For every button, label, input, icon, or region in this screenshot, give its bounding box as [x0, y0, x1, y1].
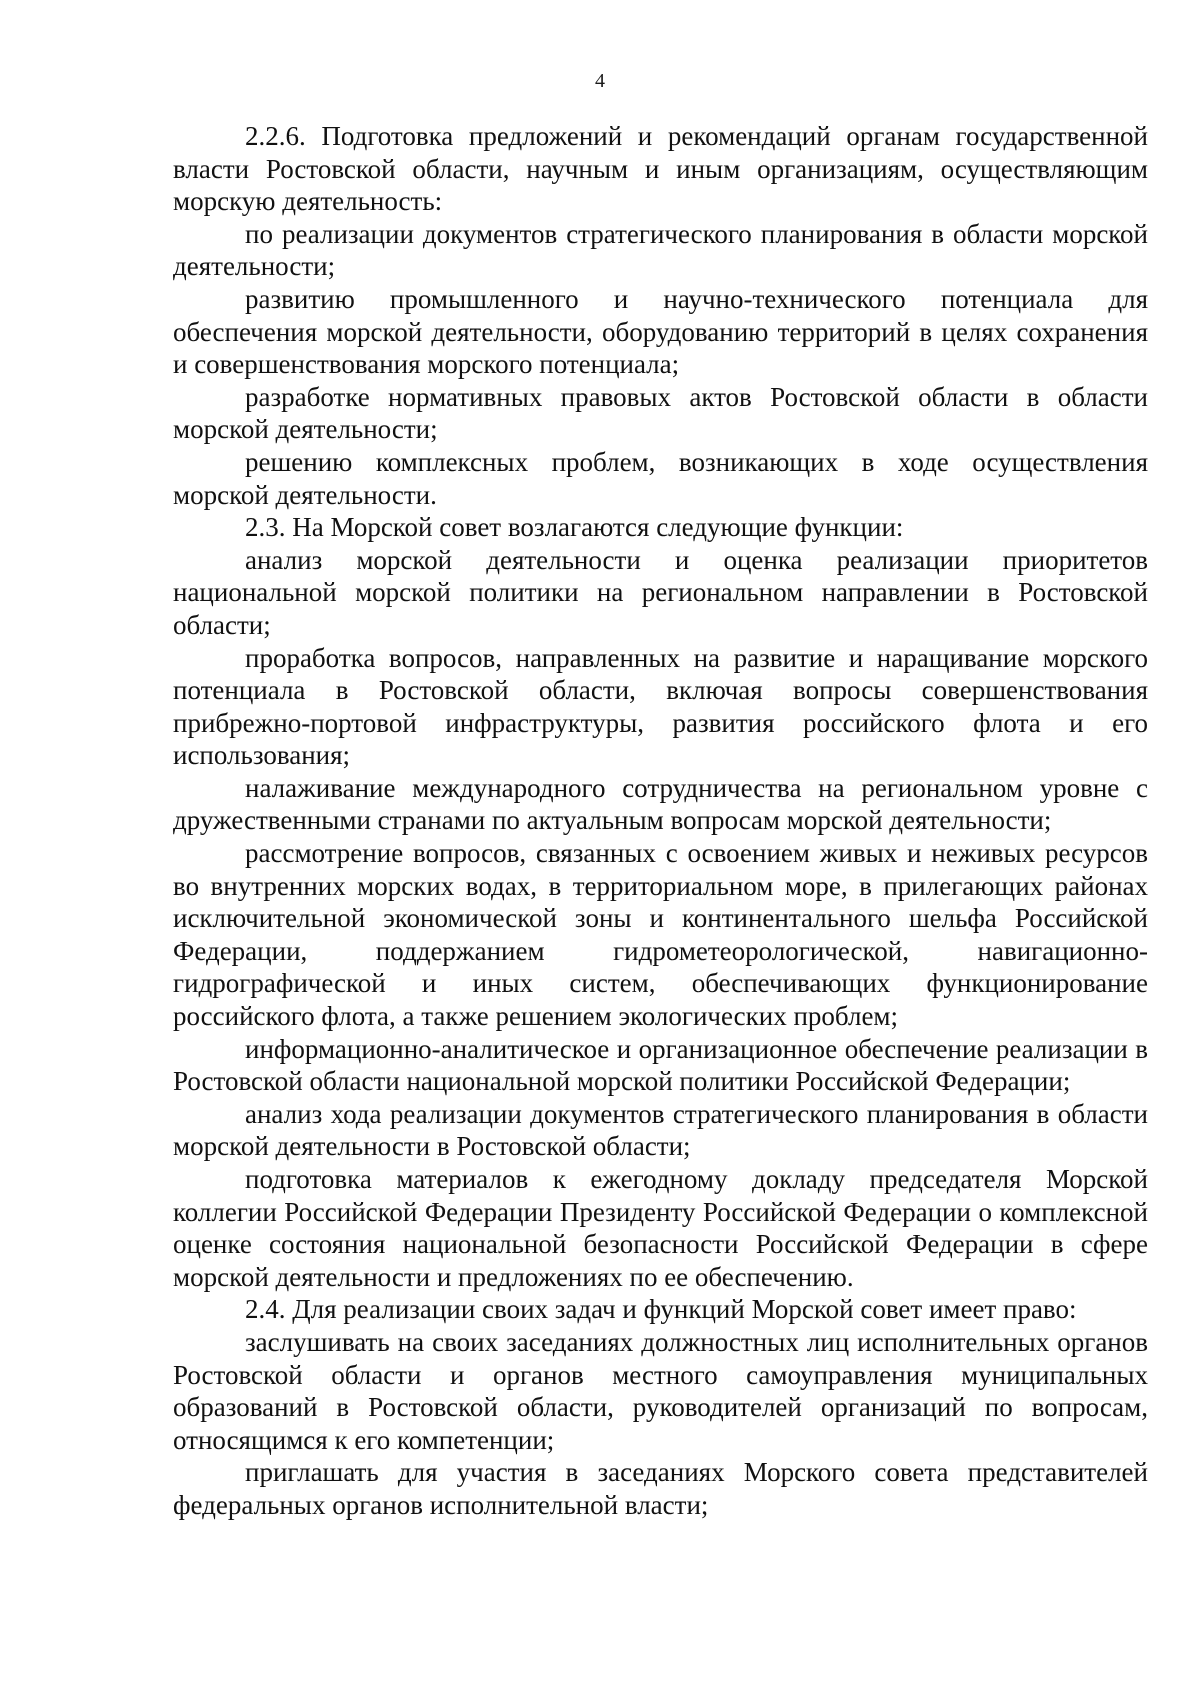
list-item-legal-acts: разработке нормативных правовых актов Ростовской области в области морской деятельности;: [173, 381, 1148, 445]
list-item-information-support: информационно-аналитическое и организационное обеспечение реализации в Ростовской области национальной морской политики Российской Федерации;: [173, 1033, 1148, 1097]
list-item-hearings: заслушивать на своих заседаниях должностных лиц исполнительных органов Ростовской области и органов местного самоуправления муниципальных образований в Ростовской области, руководителей организаций по вопросам, относящимся к его компетенции;: [173, 1326, 1148, 1455]
paragraph-2-3: 2.3. На Морской совет возлагаются следующие функции:: [245, 512, 904, 543]
page-number: 4: [595, 70, 605, 92]
list-item-potential-development: проработка вопросов, направленных на развитие и наращивание морского потенциала в Ростовской области, включая вопросы совершенствования прибрежно-портовой инфраструктуры, развития российского флота и его использования;: [173, 642, 1148, 771]
paragraph-2-2-6: 2.2.6. Подготовка предложений и рекомендаций органам государственной власти Ростовской области, научным и иным организациям, осуществляющим морскую деятельность:: [173, 121, 1148, 217]
list-item-invitations: приглашать для участия в заседаниях Морского совета представителей федеральных органов исполнительной власти;: [173, 1457, 1148, 1520]
list-item-annual-report: подготовка материалов к ежегодному докладу председателя Морской коллегии Российской Федерации Президенту Российской Федерации о комплексной оценке состояния национальной безопасности Российской Федерации в сфере морской деятельности и предложениях по ее обеспечению.: [173, 1164, 1148, 1292]
list-item-complex-problems: решению комплексных проблем, возникающих в ходе осуществления морской деятельности.: [173, 446, 1148, 510]
list-item-implementation-analysis: анализ хода реализации документов стратегического планирования в области морской деятельности в Ростовской области;: [173, 1098, 1148, 1162]
list-item-analysis: анализ морской деятельности и оценка реализации приоритетов национальной морской политики на региональном направлении в Ростовской области;: [173, 544, 1148, 640]
list-item-resources: рассмотрение вопросов, связанных с освоением живых и неживых ресурсов во внутренних морских водах, в территориальном море, в прилегающих районах исключительной экономической зоны и континентального шельфа Российской Федерации, поддержанием гидрометеорологической, навигационно-гидрографической и иных систем, обеспечивающих функционирование российского флота, а также решением экологических проблем;: [173, 838, 1148, 1032]
list-item-strategic-planning: по реализации документов стратегического планирования в области морской деятельности;: [173, 218, 1148, 282]
list-item-industrial-potential: развитию промышленного и научно-технического потенциала для обеспечения морской деятельности, оборудованию территорий в целях сохранения и совершенствования морского потенциала;: [173, 283, 1148, 380]
list-item-international-cooperation: налаживание международного сотрудничества на региональном уровне с дружественными странами по актуальным вопросам морской деятельности;: [173, 772, 1148, 836]
document-body: [173, 120, 1148, 1522]
paragraph-2-4: 2.4. Для реализации своих задач и функций Морской совет имеет право:: [245, 1294, 1077, 1325]
